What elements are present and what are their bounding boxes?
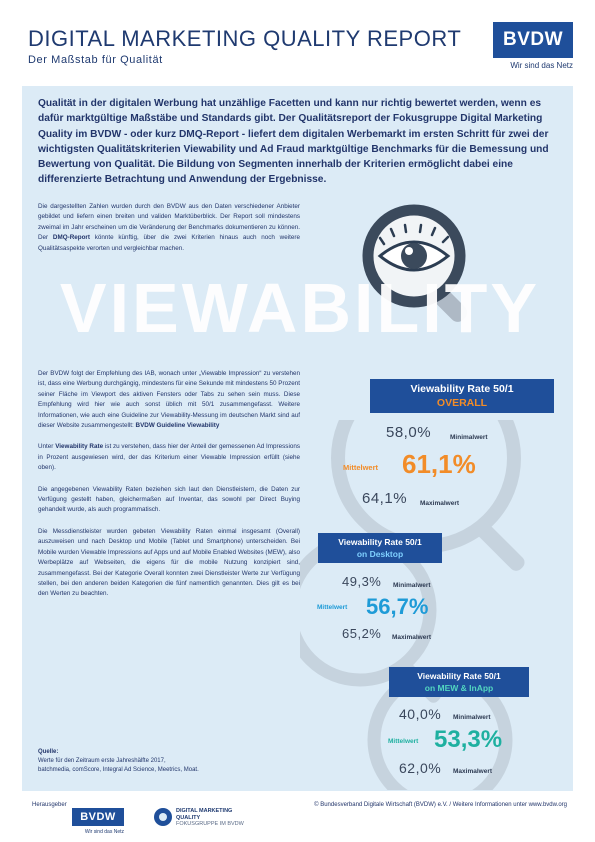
desktop-max-label: Maximalwert [392,634,432,641]
dmq-line: FOKUSGRUPPE IM BVDW [176,821,244,827]
stat-box-overall [370,379,554,413]
stat-title: Viewability Rate 50/1 [417,671,501,681]
dmq-line: DIGITAL MARKETING [176,808,233,814]
lens-handle-top [474,520,528,574]
publisher-label: Herausgeber [32,802,67,808]
desktop-min-label: Minimalwert [393,582,431,589]
overall-min-label: Minimalwert [450,434,488,441]
report-subtitle: Der Maßstab für Qualität [28,54,163,66]
bvdw-logo-tagline: Wir sind das Netz [510,61,573,70]
eye-highlight [405,247,413,255]
paragraph-text: Der BVDW folgt der Empfehlung des IAB, wonach unter „Viewable Impression“ zu verstehen ist, dass eine Werbung durchgängig, mindestens für eine Sekunde mit mindestens 50 Prozent seiner Fläche im Viewport des aktiven Fensters oder Tabs zu sehen sein muss. Diese Empfehlung wird hier wie auch sonst üblich mit 50/1 zusammengefasst. Weitere Informationen, wie auch eine Guideline zur Viewability-Messung im deutschen Markt sind auf dieser Website zusammengestellt: [38,370,300,430]
dmq-seal-icon [154,808,172,826]
footer-bvdw-tagline: Wir sind das Netz [84,829,124,835]
paragraph-bold: Viewability Rate [55,443,104,451]
bvdw-logo [493,22,573,70]
source-note [38,748,199,775]
guideline-link[interactable]: BVDW Guideline Viewability [135,422,220,430]
stat-title: Viewability Rate 50/1 [410,383,514,395]
paragraph-text: Unter [38,443,56,451]
stat-title: Viewability Rate 50/1 [338,537,422,547]
bvdw-logo-mark: BVDW [493,22,573,58]
page-footer [22,800,573,835]
overall-max-value: 64,1% [362,490,408,507]
explanation-column [38,369,300,611]
footer-bvdw-logo [72,808,124,835]
mew-max-label: Maximalwert [453,768,493,775]
dmq-line: QUALITY [176,814,201,821]
stat-segment: OVERALL [436,397,488,409]
copyright-text: © Bundesverband Digitale Wirtschaft (BVDW) e.V. / Weitere Informationen unter www.bvdw.org [314,802,567,808]
footer-bvdw-logo-mark: BVDW [72,808,124,826]
mew-max-value: 62,0% [399,760,442,776]
dmq-logo-text [176,808,264,828]
stat-box-mew-inapp [389,667,529,697]
explanation-paragraph [38,527,300,600]
source-label: Quelle: [38,749,59,755]
report-title: DIGITAL MARKETING QUALITY REPORT [28,26,462,51]
data-source-paragraph [38,202,300,254]
source-line: batchmedia, comScore, Integral Ad Science, Meetrics, Moat. [38,767,199,773]
paragraph-text: Die dargestellten Zahlen wurden durch den BVDW aus den Daten verschiedener Anbieter gebildet und liefern einen breiten und validen Marktüberblick. Der Report soll mindestens zweimal im Jahr erscheinen um die Veränderung der Benchmarks dokumentieren zu können. Der [38,203,300,242]
paragraph-text: ist zu verstehen, dass hier der Anteil der gemessenen Ad Impressions in Prozent ausgewiesen wird, der das Kriterium einer Viewable Impression erfüllt (siehe oben). [38,443,300,472]
stat-box-desktop [318,533,442,563]
desktop-max-value: 65,2% [342,626,382,641]
stat-segment: on Desktop [356,549,404,559]
paragraph-bold: DMQ-Report [52,234,90,242]
explanation-paragraph [38,442,300,473]
overall-mid-value: 61,1% [402,449,476,479]
viewability-hero-word: VIEWABILITY [59,269,541,347]
explanation-paragraph [38,485,300,516]
eye-iris [401,243,427,269]
explanation-paragraph [38,369,300,431]
source-line: Werte für den Zeitraum erste Jahreshälfte 2017, [38,758,166,764]
paragraph-text: Die Messdienstleister wurden gebeten Viewability Raten einmal insgesamt (Overall) auszuweisen und nach Desktop und Mobile (Tablet und Smartphone) unterscheiden. Bei Mobile wurden Viewable Impressions auf Apps und auf Mobile Enabled Websites (MEW), also Werbeplätze auf Webseiten, die eigens für die mobile Nutzung konzipiert sind, zusammengefasst. Bei der Kategorie Overall konnten zwei Dienstleister Werte zur Verfügung stellen, bei den anderen beiden Kategorien die fünf namentlich genannten. Dies gilt es bei den Werten zu beachten. [38,527,300,598]
mew-min-value: 40,0% [399,706,442,722]
overall-max-label: Maximalwert [420,500,460,507]
overall-min-value: 58,0% [386,424,432,441]
paragraph-text: Die angegebenen Viewability Raten beziehen sich laut den Dienstleistern, die Daten zur Verfügung gestellt haben, gleichermaßen auf Inventar, das sowohl per Direct Buying gehandelt wurde, als auch programmatisch. [38,485,300,514]
mew-mid-value: 53,3% [434,726,503,753]
intro-text: Qualität in der digitalen Werbung hat unzählige Facetten und kann nur richtig bewertet werden, wenn es dafür marktgültige Maßstäbe und Standards gibt. Der Qualitätsreport der Fokusgruppe Digital Marketing Quality im BVDW - oder kurz DMQ-Report - liefert dem digitalen Werbemarkt im ersten Schritt für zwei der wichtigsten Qualitätskriterien Viewability und Ad Fraud marktgültige Benchmarks für die Bemessung und Bewertung von Qualität. Die Bildung von Segmenten innerhalb der Kriterien ermöglicht dabei eine differenzierte Betrachtung und Anwendung der Ergebnisse. [38,98,549,186]
mew-mid-label: Mittelwert [388,738,419,745]
mew-min-label: Minimalwert [453,714,491,721]
desktop-min-value: 49,3% [342,574,382,589]
desktop-mid-value: 56,7% [366,594,429,619]
overall-mid-label: Mittelwert [343,463,379,472]
desktop-mid-label: Mittelwert [317,604,348,611]
paragraph-text: könnte künftig, über die zwei Kriterien hinaus auch noch weitere Qualitätsaspekte verorten und vergleichbar machen. [38,234,300,252]
report-header [28,26,468,66]
stat-segment: on MEW & InApp [424,683,494,693]
